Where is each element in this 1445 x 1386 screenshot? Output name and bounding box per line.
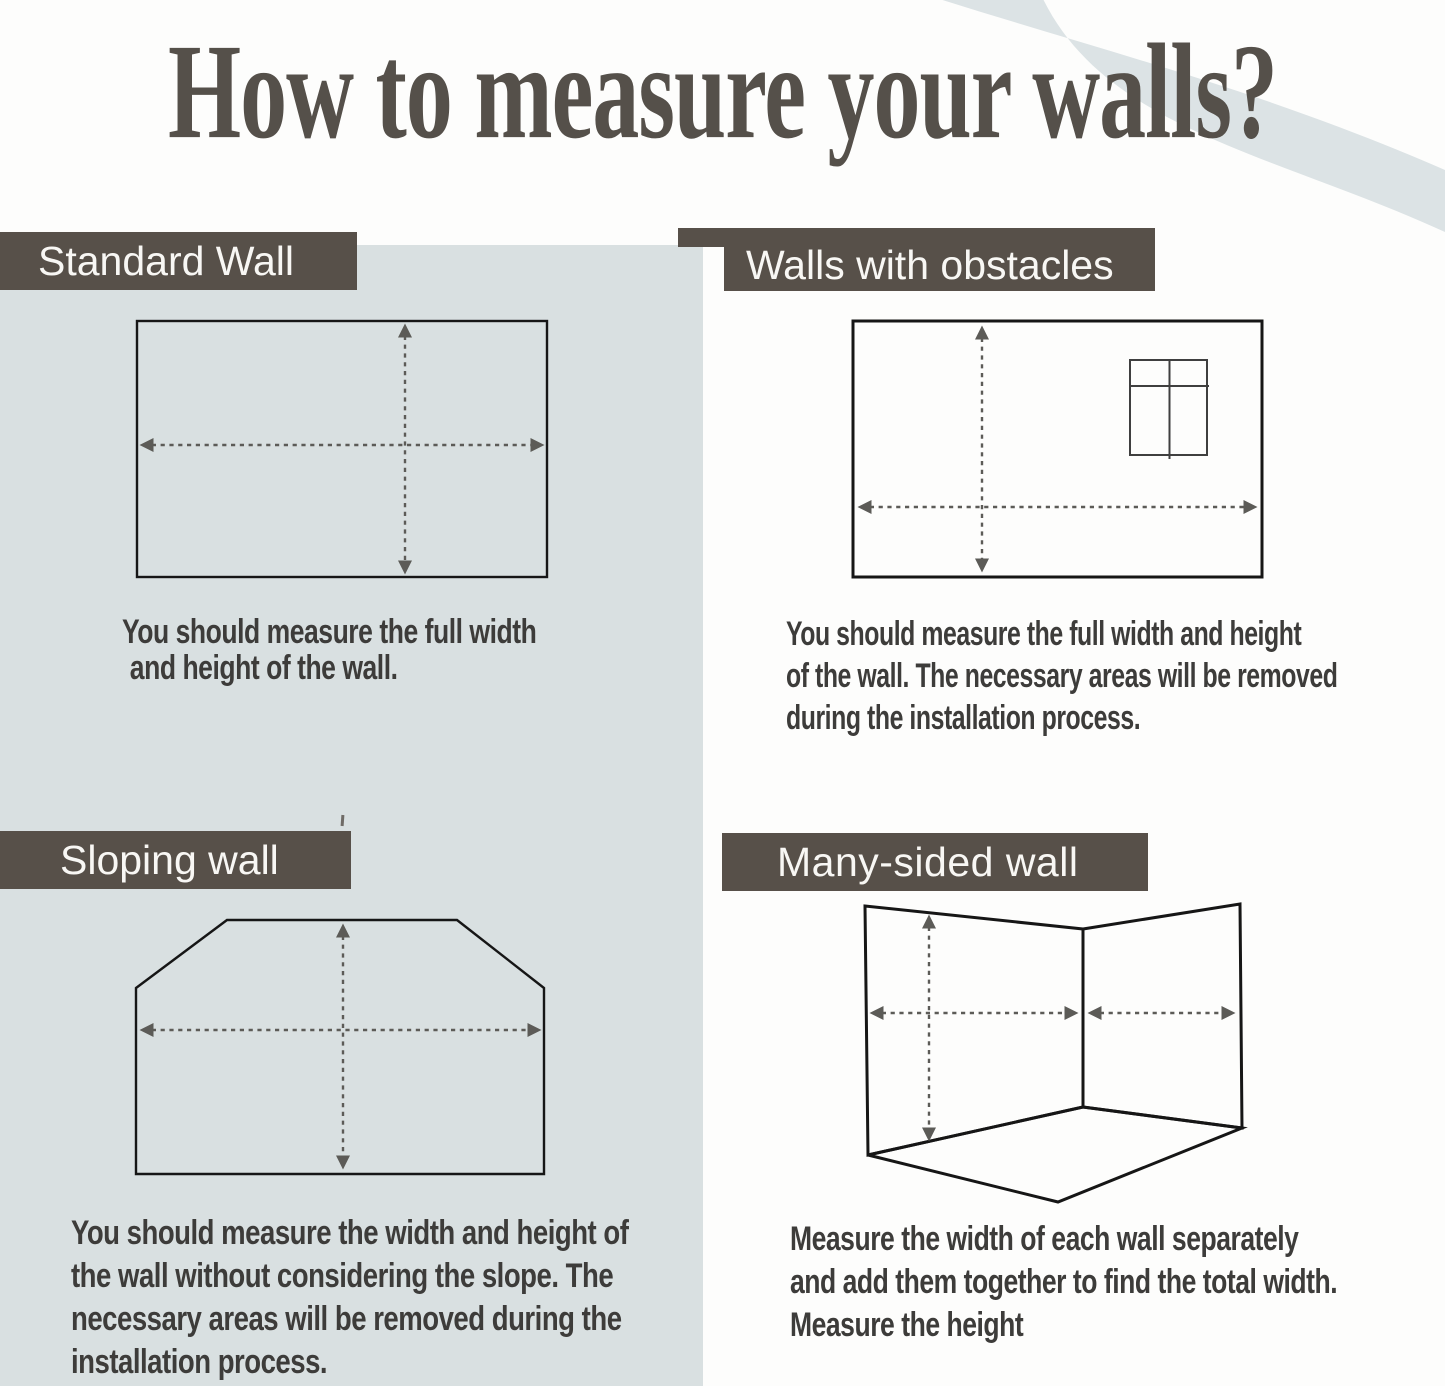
section-header-label: Walls with obstacles [746, 242, 1114, 288]
section-header-tab-decoration [678, 228, 725, 247]
section-header-walls-with-obstacles [724, 228, 1155, 291]
section-header-label: Sloping wall [60, 836, 279, 883]
section-header-label: Standard Wall [38, 237, 294, 284]
page-title: How to measure your walls? [168, 16, 1277, 168]
caption-sloping-wall: You should measure the width and height of the wall without considering the slope. The necessary areas will be removed during the installation process. [71, 1214, 629, 1381]
wall-outline [137, 321, 547, 577]
standard-wall-diagram [125, 308, 560, 593]
section-header-label: Many-sided wall [777, 838, 1079, 885]
caption-many-sided-wall: Measure the width of each wall separately and add them together to find the total width. Measure the height [790, 1220, 1338, 1344]
sloping-wall-outline [136, 920, 544, 1174]
caption-standard-wall: You should measure the full width and height of the wall. [122, 613, 537, 687]
floor-outline [868, 1107, 1242, 1202]
walls-with-obstacles-diagram [845, 310, 1270, 590]
many-sided-wall-diagram [858, 896, 1250, 1210]
left-wall-outline [865, 906, 1083, 1155]
section-header-standard-wall [0, 232, 357, 290]
section-header-sloping-wall [0, 831, 351, 889]
sloping-wall-diagram [128, 908, 553, 1183]
right-wall-outline [1083, 904, 1242, 1128]
caption-walls-with-obstacles: You should measure the full width and height of the wall. The necessary areas will be removed during the installation process. [786, 615, 1338, 737]
section-header-many-sided-wall [722, 833, 1148, 891]
